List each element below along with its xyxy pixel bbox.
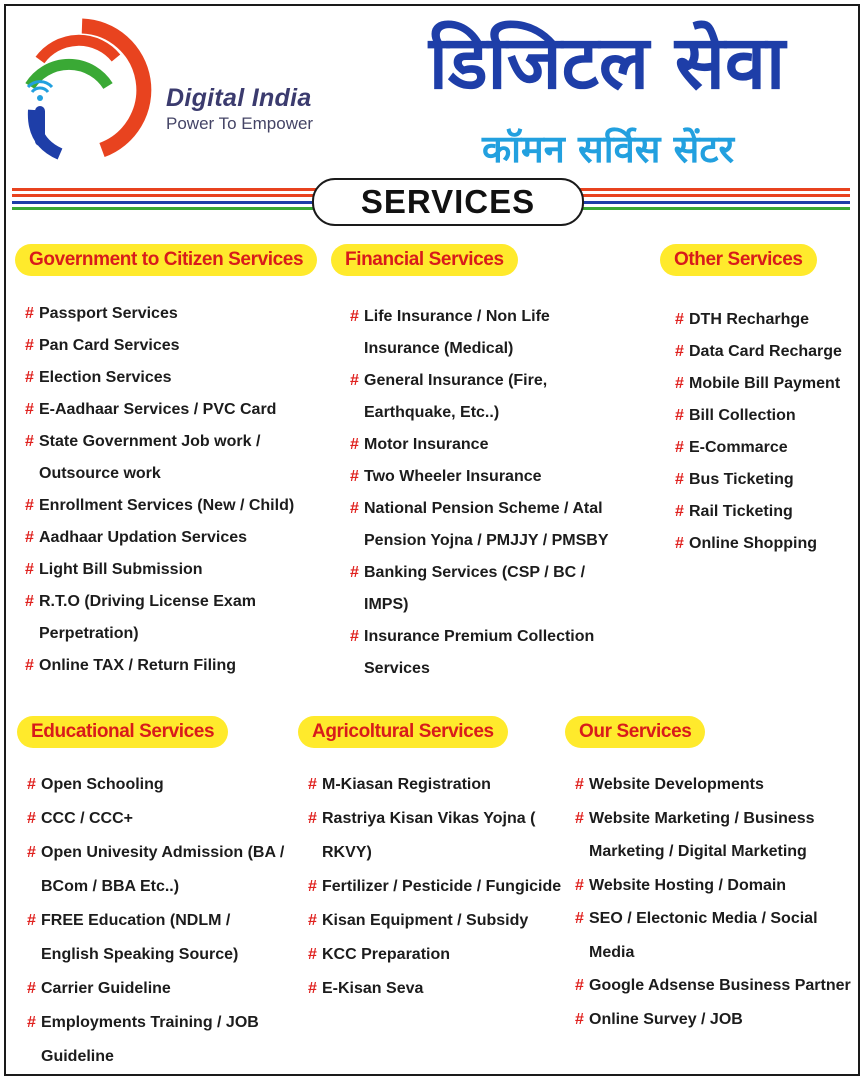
hash-bullet: # [575, 809, 584, 827]
list-item: # Bill Collection [675, 400, 853, 432]
brand-title: Digital India [166, 84, 312, 112]
list-item: # Insurance Premium Collection Services [350, 621, 614, 685]
section-government-to-citizen [15, 244, 315, 682]
service-list [308, 768, 563, 1006]
list-item: # Website Marketing / Business Marketing / Digital Marketing [575, 802, 829, 869]
hash-bullet: # [350, 436, 359, 453]
hash-bullet: # [27, 912, 36, 929]
hash-bullet: # [350, 628, 359, 645]
section-title: Agricoltural Services [298, 716, 508, 748]
list-item: # Banking Services (CSP / BC / IMPS) [350, 557, 604, 621]
hash-bullet: # [675, 503, 684, 520]
hash-bullet: # [350, 372, 359, 389]
list-item: # DTH Recharhge [675, 304, 853, 336]
list-item: # State Government Job work / Outsource work [25, 426, 279, 490]
list-item: # Enrollment Services (New / Child) [25, 490, 297, 522]
list-item: # R.T.O (Driving License Exam Perpetration) [25, 586, 269, 650]
list-item: # Bus Ticketing [675, 464, 853, 496]
list-item: # Data Card Recharge [675, 336, 853, 368]
list-item: # Online Shopping [675, 528, 853, 560]
list-item: # National Pension Scheme / Atal Pension Yojna / PMJJY / PMSBY [350, 493, 624, 557]
hash-bullet: # [350, 308, 359, 325]
hash-bullet: # [27, 980, 36, 997]
hindi-title: डिजिटल सेवा [428, 20, 786, 106]
hash-bullet: # [25, 561, 34, 578]
list-item: # General Insurance (Fire, Earthquake, Etc..) [350, 365, 574, 429]
logo-text [166, 84, 313, 134]
hash-bullet: # [25, 657, 34, 674]
section-educational [17, 716, 302, 1074]
list-item: # Pan Card Services [25, 330, 297, 362]
hash-bullet: # [25, 529, 34, 546]
list-item: # Website Hosting / Domain [575, 869, 853, 903]
section-our-services [565, 716, 850, 1036]
hash-bullet: # [675, 311, 684, 328]
hash-bullet: # [675, 535, 684, 552]
list-item: # Mobile Bill Payment [675, 368, 853, 400]
list-item: # Two Wheeler Insurance [350, 461, 622, 493]
list-item: # Employments Training / JOB Guideline [27, 1006, 271, 1074]
list-item: # Rail Ticketing [675, 496, 853, 528]
hash-bullet: # [27, 810, 36, 827]
hash-bullet: # [25, 593, 34, 610]
list-item: # Carrier Guideline [27, 972, 292, 1006]
list-item: # E-Commarce [675, 432, 853, 464]
hash-bullet: # [308, 776, 317, 793]
hash-bullet: # [675, 407, 684, 424]
hash-bullet: # [25, 337, 34, 354]
hash-bullet: # [25, 433, 34, 450]
hash-bullet: # [308, 878, 317, 895]
hash-bullet: # [27, 844, 36, 861]
list-item: # KCC Preparation [308, 938, 563, 972]
hash-bullet: # [675, 375, 684, 392]
service-list [575, 768, 853, 1036]
section-title: Other Services [660, 244, 817, 276]
list-item: # Fertilizer / Pesticide / Fungicide [308, 870, 563, 904]
list-item: # E-Kisan Seva [308, 972, 563, 1006]
hash-bullet: # [675, 439, 684, 456]
services-banner: SERVICES [312, 178, 584, 226]
list-item: # E-Aadhaar Services / PVC Card [25, 394, 297, 426]
hindi-subtitle: कॉमन सर्विस सेंटर [481, 127, 735, 171]
list-item: # Website Developments [575, 768, 853, 802]
section-title: Educational Services [17, 716, 228, 748]
hash-bullet: # [25, 497, 34, 514]
hash-bullet: # [308, 946, 317, 963]
hash-bullet: # [308, 912, 317, 929]
list-item: # Life Insurance / Non Life Insurance (Medical) [350, 301, 622, 365]
hash-bullet: # [575, 1010, 584, 1028]
service-list [675, 304, 853, 560]
list-item: # Rastriya Kisan Vikas Yojna ( RKVY) [308, 802, 552, 870]
hash-bullet: # [575, 876, 584, 894]
brand-tagline: Power To Empower [166, 114, 314, 133]
list-item: # Election Services [25, 362, 297, 394]
section-title: Government to Citizen Services [15, 244, 317, 276]
section-title: Financial Services [331, 244, 518, 276]
section-title: Our Services [565, 716, 705, 748]
hash-bullet: # [575, 776, 584, 793]
list-item: # M-Kiasan Registration [308, 768, 563, 802]
service-list [25, 298, 297, 682]
list-item: # Passport Services [25, 298, 297, 330]
hash-bullet: # [350, 468, 359, 485]
list-item: # Motor Insurance [350, 429, 622, 461]
list-item: # Online Survey / JOB [575, 1003, 853, 1037]
hash-bullet: # [575, 977, 584, 994]
hash-bullet: # [575, 910, 584, 927]
list-item: # Open Schooling [27, 768, 292, 802]
hash-bullet: # [27, 776, 36, 793]
list-item: # Light Bill Submission [25, 554, 297, 586]
service-list [350, 301, 622, 685]
list-item: # Open Univesity Admission (BA / BCom / BBA Etc..) [27, 836, 292, 904]
digital-india-logo [12, 14, 177, 164]
hash-bullet: # [27, 1014, 36, 1031]
hash-bullet: # [308, 810, 317, 827]
list-item: # CCC / CCC+ [27, 802, 292, 836]
list-item: # Online TAX / Return Filing [25, 650, 297, 682]
section-other [660, 244, 850, 560]
hash-bullet: # [25, 369, 34, 386]
hash-bullet: # [675, 471, 684, 488]
list-item: # Google Adsense Business Partner [575, 969, 853, 1003]
list-item: # Aadhaar Updation Services [25, 522, 297, 554]
hash-bullet: # [25, 401, 34, 418]
hash-bullet: # [308, 980, 317, 997]
hash-bullet: # [25, 305, 34, 322]
section-financial [331, 244, 621, 685]
service-list [27, 768, 292, 1074]
list-item: # FREE Education (NDLM / English Speaking Source) [27, 904, 292, 972]
list-item: # Kisan Equipment / Subsidy [308, 904, 563, 938]
section-agricultural [298, 716, 563, 1006]
hash-bullet: # [350, 500, 359, 517]
list-item: # SEO / Electonic Media / Social Media [575, 902, 834, 969]
hash-bullet: # [350, 564, 359, 581]
hash-bullet: # [675, 343, 684, 360]
